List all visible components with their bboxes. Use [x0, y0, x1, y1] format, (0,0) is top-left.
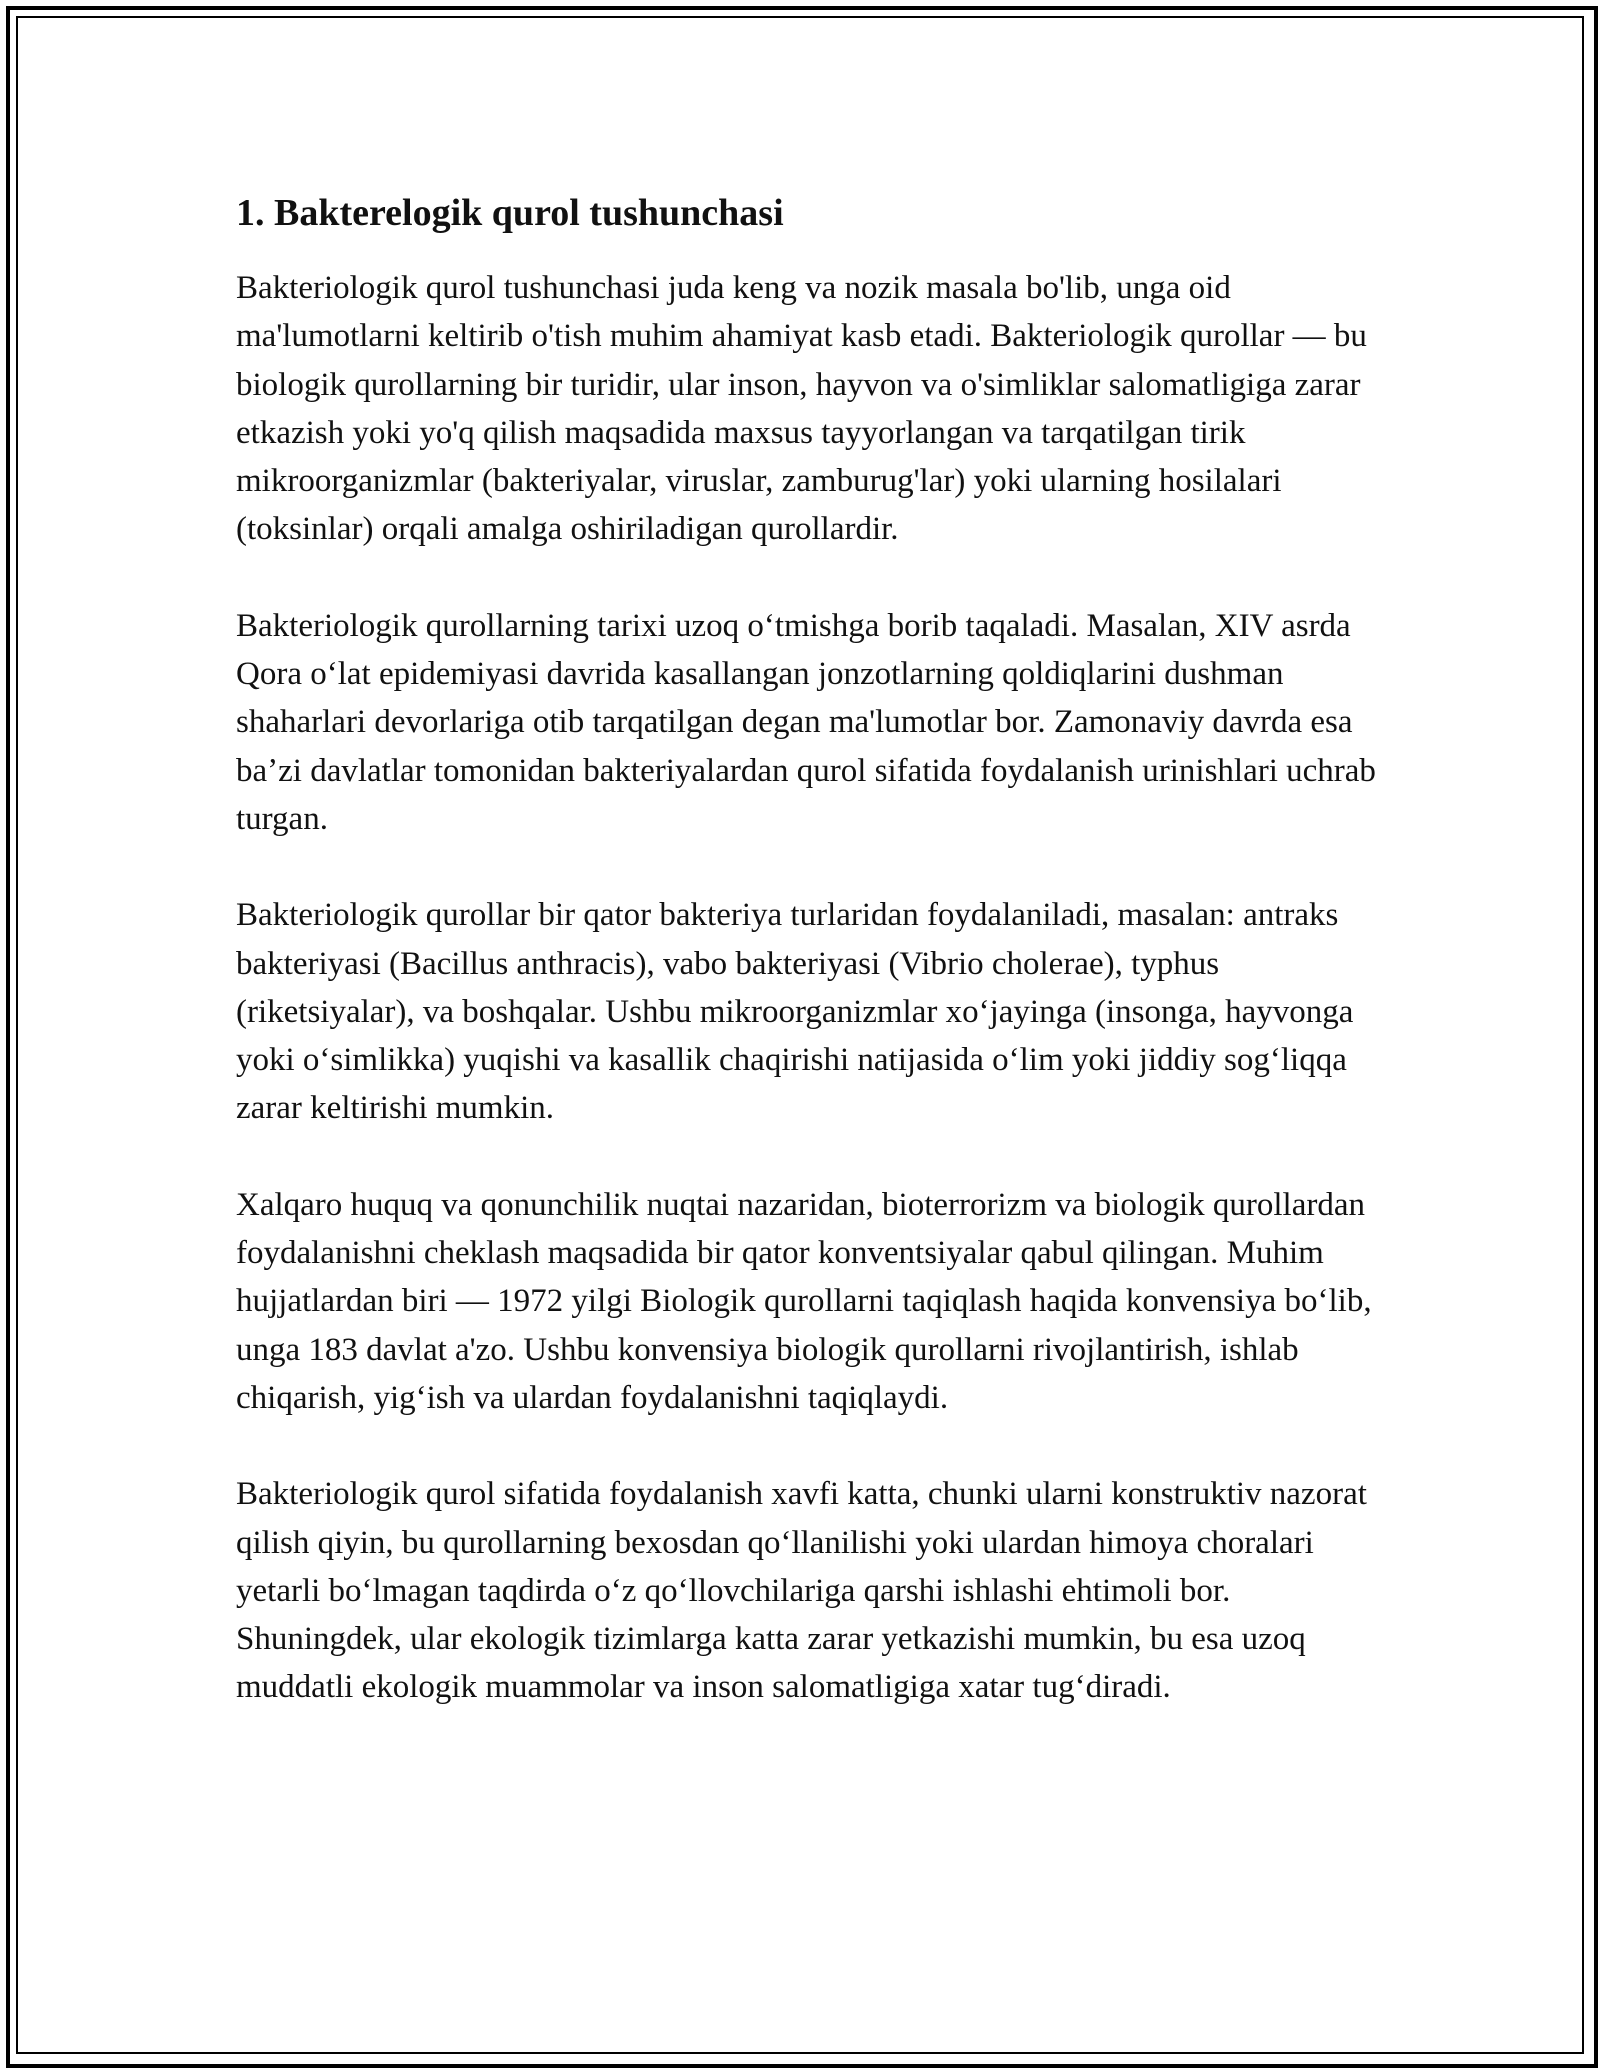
section-heading: 1. Bakterelogik qurol tushunchasi: [236, 192, 784, 234]
paragraph-history: Bakteriologik qurollarning tarixi uzoq oʻtmishga borib taqaladi. Masalan, XIV asrda Qora oʻlat epidemiyasi davrida kasallangan jonzotlarning qoldiqlarini dushman shaharlari devorlariga otib tarqatilgan degan ma'lumotlar bor. Zamonaviy davrda esa baʼzi davlatlar tomonidan bakteriyalardan qurol sifatida foydalanish urinishlari uchrab turgan.: [236, 607, 1376, 837]
paragraph-bacteria-types: Bakteriologik qurollar bir qator bakteriya turlaridan foydalaniladi, masalan: antraks bakteriyasi (Bacillus anthracis), vabo bakteriyasi (Vibrio cholerae), typhus (riketsiyalar), va boshqalar. Ushbu mikroorganizmlar xoʻjayinga (insonga, hayvonga yoki oʻsimlikka) yuqishi va kasallik chaqirishi natijasida oʻlim yoki jiddiy sogʻliqqa zarar keltirishi mumkin.: [236, 897, 1354, 1127]
paragraph-international-law: Xalqaro huquq va qonunchilik nuqtai nazaridan, bioterrorizm va biologik qurollardan foydalanishni cheklash maqsadida bir qator konventsiyalar qabul qilingan. Muhim hujjatlardan biri — 1972 yilgi Biologik qurollarni taqiqlash haqida konvensiya boʻlib, unga 183 davlat a'zo. Ushbu konvensiya biologik qurollarni rivojlantirish, ishlab chiqarish, yigʻish va ulardan foydalanishni taqiqlaydi.: [236, 1186, 1372, 1416]
paragraph-definition: Bakteriologik qurol tushunchasi juda keng va nozik masala bo'lib, unga oid ma'lumotlarni keltirib o'tish muhim ahamiyat kasb etadi. Bakteriologik qurollar — bu biologik qurollarning bir turidir, ular inson, hayvon va o'simliklar salomatligiga zarar etkazish yoki yo'q qilish maqsadida maxsus tayyorlangan va tarqatilgan tirik mikroorganizmlar (bakteriyalar, viruslar, zamburug'lar) yoki ularning hosilalari (toksinlar) orqali amalga oshiriladigan qurollardir.: [236, 270, 1367, 548]
paragraph-risks: Bakteriologik qurol sifatida foydalanish xavfi katta, chunki ularni konstruktiv nazorat qilish qiyin, bu qurollarning bexosdan qoʻllanilishi yoki ulardan himoya choralari yetarli boʻlmagan taqdirda oʻz qoʻllovchilariga qarshi ishlashi ehtimoli bor. Shuningdek, ular ekologik tizimlarga katta zarar yetkazishi mumkin, bu esa uzoq muddatli ekologik muammolar va inson salomatligiga xatar tugʻdiradi.: [236, 1476, 1367, 1706]
document-body: [236, 188, 1376, 1760]
